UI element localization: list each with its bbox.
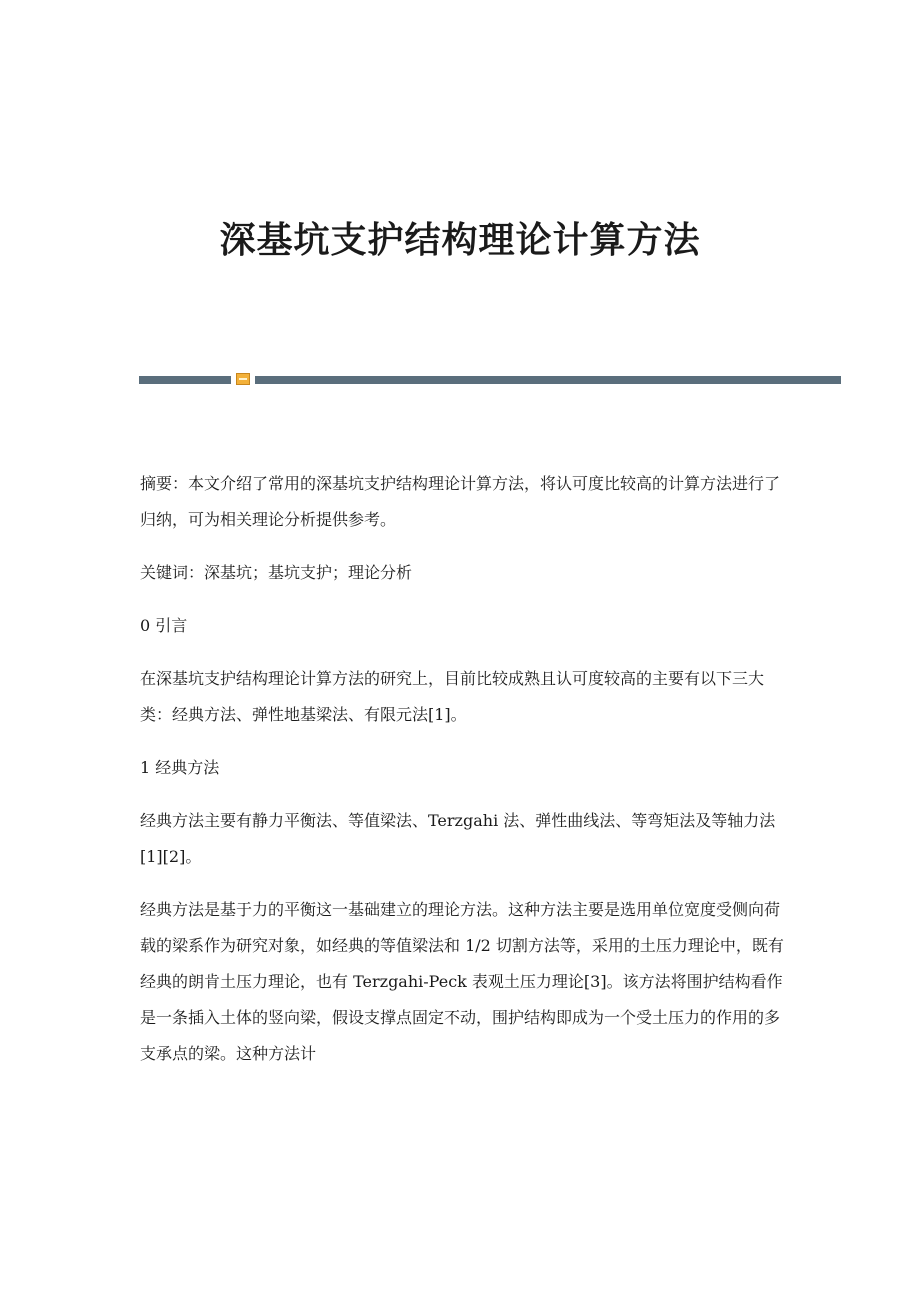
keywords-paragraph: 关键词：深基坑；基坑支护；理论分析 [140,563,413,582]
divider-marker-icon [236,373,250,385]
title-divider [139,373,841,385]
classic-methods-paragraph: 经典方法主要有静力平衡法、等值梁法、Terzgahi 法、弹性曲线法、等弯矩法及等轴力法[1][2]。 [140,811,776,866]
divider-bar-left [139,376,231,384]
intro-paragraph: 在深基坑支护结构理论计算方法的研究上，目前比较成熟且认可度较高的主要有以下三大类：经典方法、弹性地基梁法、有限元法[1]。 [140,669,765,724]
classic-description-paragraph: 经典方法是基于力的平衡这一基础建立的理论方法。这种方法主要是选用单位宽度受侧向荷载的梁系作为研究对象，如经典的等值梁法和 1/2 切割方法等，采用的土压力理论中，既有经典的朗肯土压力理论，也有 Terzgahi-Peck 表观土压力理论[3]。该方法将围护结构看作是一条插入土体的竖向梁，假设支撑点固定不动，围护结构即成为一个受土压力的作用的多支承点的梁。这种方法计 [140,900,784,1063]
divider-bar-right [255,376,841,384]
document-title: 深基坑支护结构理论计算方法 [219,219,701,261]
section-heading-intro: 0 引言 [140,616,188,635]
section-heading-classic: 1 经典方法 [140,758,220,777]
abstract-paragraph: 摘要：本文介绍了常用的深基坑支护结构理论计算方法，将认可度比较高的计算方法进行了归纳，可为相关理论分析提供参考。 [140,474,781,529]
document-body [140,466,785,1089]
